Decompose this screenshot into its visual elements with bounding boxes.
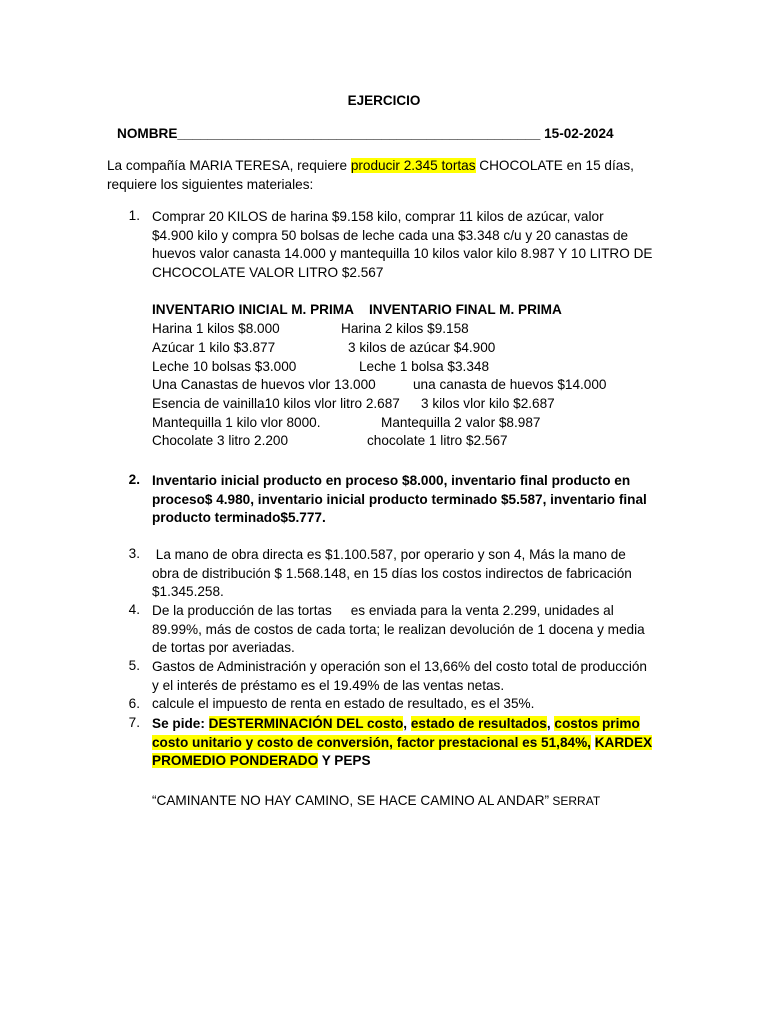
item-5-number: 5.: [128, 658, 140, 673]
highlight-costos-primo: costos primo: [554, 716, 640, 731]
item-7-number: 7.: [128, 715, 140, 730]
inventory-initial-row: Harina 1 kilos $8.000: [152, 321, 280, 336]
closing-quote: [152, 793, 600, 808]
item-6-number: 6.: [128, 696, 140, 711]
item-5-line: y el interés de préstamo es el 19.49% de las ventas netas.: [152, 677, 505, 693]
inventory-final-row: 3 kilos vlor kilo $2.687: [421, 396, 555, 411]
item-7-line-2: [152, 734, 652, 753]
item-3-text: [152, 546, 632, 602]
highlight-promedio-ponderado: PROMEDIO PONDERADO: [152, 753, 319, 769]
highlight-costo-conversion: y costo de conversión,: [241, 734, 397, 750]
item-1-line: huevos valor canasta 14.000 y mantequilla 10 kilos valor kilo 8.987 Y 10 LITRO DE: [152, 246, 653, 262]
item-3-number: 3.: [128, 546, 140, 561]
item-2-line: Inventario inicial producto en proceso $8.000, inventario final producto en: [152, 473, 631, 488]
item-3-line: La mano de obra directa es $1.100.587, por operario y son 4, Más la mano de: [152, 547, 626, 562]
se-pide-label: Se pide: [152, 716, 201, 731]
inventory-initial-row: Chocolate 3 litro 2.200: [152, 433, 289, 448]
highlight-factor-prestacional: factor prestacional es 51,84%,: [396, 734, 591, 750]
item-1-number: 1.: [128, 208, 140, 223]
item-4-number: 4.: [128, 602, 140, 617]
inventory-final-row: Mantequilla 2 valor $8.987: [381, 415, 541, 430]
inventory-final-row: chocolate 1 litro $2.567: [367, 433, 508, 448]
intro-text-post: CHOCOLATE en 15 días,: [475, 158, 634, 173]
item-1-line: CHCOCOLATE VALOR LITRO $2.567: [152, 264, 384, 280]
item-5-line: Gastos de Administración y operación son el 13,66% del costo total de producción: [152, 659, 647, 674]
inventory-initial-header: INVENTARIO INICIAL M. PRIMA: [152, 302, 354, 317]
inventory-initial-row: Esencia de vainilla10 kilos vlor litro 2.687: [152, 396, 400, 411]
item-2-text: [152, 472, 647, 528]
quote-text: “CAMINANTE NO HAY CAMINO, SE HACE CAMINO AL ANDAR”: [152, 793, 550, 808]
inventory-final-row: Leche 1 bolsa $3.348: [359, 359, 490, 374]
document-title: EJERCICIO: [347, 93, 421, 108]
item-7-comma-1: ,: [403, 716, 411, 731]
inventory-final-row: 3 kilos de azúcar $4.900: [348, 340, 496, 355]
highlight-costo-unitario: costo unitario: [152, 734, 242, 750]
quote-author: SERRAT: [549, 794, 601, 808]
item-1-line: Comprar 20 KILOS de harina $9.158 kilo, comprar 11 kilos de azúcar, valor: [152, 209, 604, 224]
intro-line-2: requiere los siguientes materiales:: [107, 177, 314, 192]
item-7-text: [152, 715, 652, 771]
item-1-line: $4.900 kilo y compra 50 bolsas de leche cada una $3.348 c/u y 20 canastas de: [152, 227, 629, 243]
item-4-line: De la producción de las tortas es enviada para la venta 2.299, unidades al: [152, 603, 614, 618]
highlight-kardex: KARDEX: [594, 734, 653, 750]
inventory-final-header: INVENTARIO FINAL M. PRIMA: [369, 302, 562, 317]
intro-highlight: producir 2.345 tortas: [350, 158, 476, 173]
inventory-final-row: Harina 2 kilos $9.158: [341, 321, 469, 336]
item-3-line: $1.345.258.: [152, 584, 224, 600]
highlight-determinacion: DESTERMINACIÓN DEL costo: [208, 716, 404, 731]
item-7-comma-2: ,: [546, 716, 555, 731]
inventory-initial-row: Una Canastas de huevos vlor 13.000: [152, 377, 376, 392]
item-2-line: proceso$ 4.980, inventario inicial producto terminado $5.587, inventario final: [152, 491, 647, 507]
inventory-final-row: una canasta de huevos $14.000: [413, 377, 607, 392]
item-4-line: de tortas por averiadas.: [152, 640, 295, 656]
item-7-peps: Y PEPS: [318, 753, 371, 769]
item-6-text: calcule el impuesto de renta en estado de resultado, es el 35%.: [152, 696, 535, 711]
item-7-line-1: [152, 715, 652, 734]
item-5-text: [152, 658, 647, 695]
item-7-line-3: [152, 752, 652, 771]
item-4-text: [152, 602, 645, 658]
inventory-initial-row: Azúcar 1 kilo $3.877: [152, 340, 276, 355]
item-1-text: [152, 208, 653, 282]
inventory-initial-row: Leche 10 bolsas $3.000: [152, 359, 297, 374]
item-2-line: producto terminado$5.777.: [152, 510, 326, 526]
nombre-line: NOMBRE________________________________________________ 15-02-2024: [117, 126, 614, 141]
inventory-initial-row: Mantequilla 1 kilo vlor 8000.: [152, 415, 321, 430]
intro-line-1: [107, 158, 634, 173]
item-3-line: obra de distribución $ 1.568.148, en 15 días los costos indirectos de fabricación: [152, 565, 632, 581]
intro-text-pre: La compañía MARIA TERESA, requiere: [107, 158, 351, 173]
item-2-number: 2.: [128, 472, 140, 487]
item-7-colon: :: [200, 716, 209, 731]
highlight-estado-resultados: estado de resultados: [410, 716, 547, 731]
item-4-line: 89.99%, más de costos de cada torta; le realizan devolución de 1 docena y media: [152, 621, 645, 637]
